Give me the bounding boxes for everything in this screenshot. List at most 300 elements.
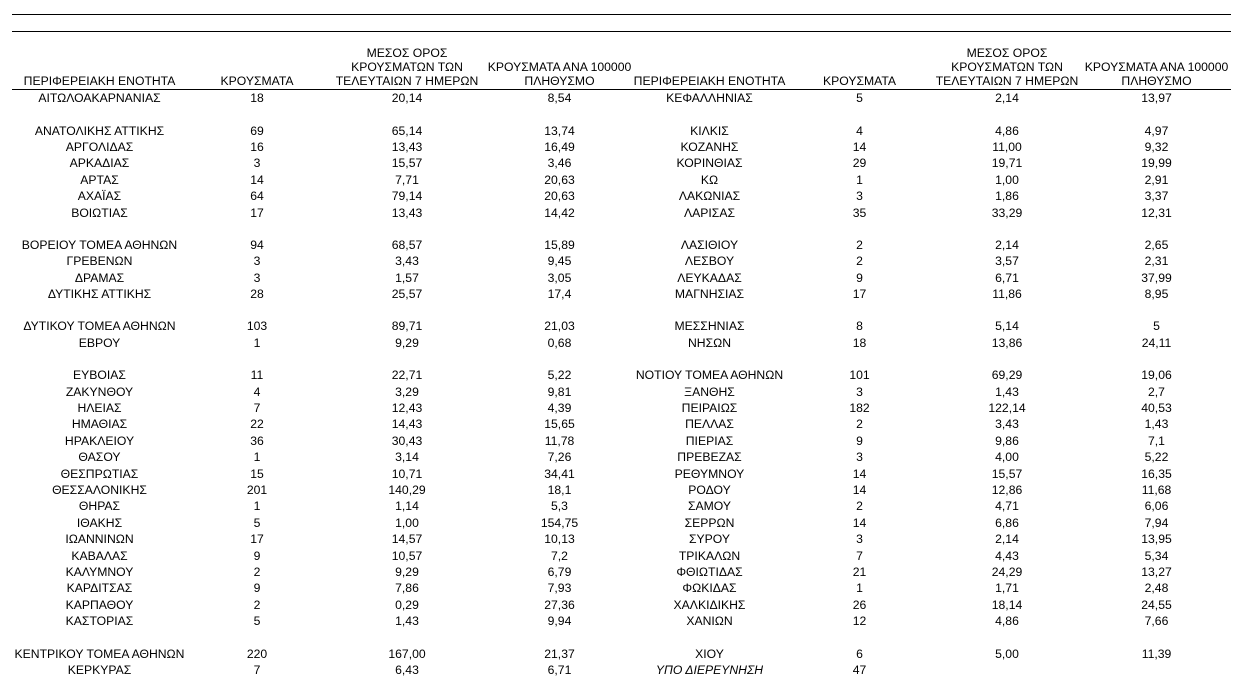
cell-7day-average-2: 15,57 xyxy=(991,466,1023,481)
cell-region-2: ΞΑΝΘΗΣ xyxy=(684,384,735,399)
cell-7day-average xyxy=(327,629,487,645)
cell-7day-average: 9,29 xyxy=(395,564,419,579)
cell-cases: 9 xyxy=(253,581,261,596)
cell-cases-2: 35 xyxy=(852,205,867,220)
table-row xyxy=(12,270,1231,286)
cell-7day-average: 7,71 xyxy=(395,172,419,187)
cell-per-100k-2: 12,31 xyxy=(1141,205,1172,220)
cell-per-100k-2: 8,95 xyxy=(1144,287,1169,302)
cell-7day-average-2: 11,86 xyxy=(992,287,1022,302)
cell-per-100k-2: 3,37 xyxy=(1144,189,1169,204)
cell-7day-average-2: 4,43 xyxy=(995,548,1019,563)
cell-7day-average: 3,29 xyxy=(395,384,419,399)
cell-region: ΚΑΣΤΟΡΙΑΣ xyxy=(65,614,134,629)
cell-region-2: ΧΙΟΥ xyxy=(695,646,724,661)
cell-per-100k: 9,45 xyxy=(547,254,572,269)
cell-7day-average: 89,71 xyxy=(391,319,423,334)
cell-cases-2: 1 xyxy=(856,581,863,596)
cell-7day-average: 1,43 xyxy=(395,614,419,629)
cell-per-100k-2: 19,99 xyxy=(1141,156,1172,171)
cell-region-2: ΛΑΣΙΘΙΟΥ xyxy=(680,237,739,252)
cell-cases: 15 xyxy=(250,466,264,481)
cell-region: ΒΟΙΩΤΙΑΣ xyxy=(71,205,128,220)
cell-7day-average: 1,14 xyxy=(395,499,419,514)
cell-region-2: ΝΗΣΩΝ xyxy=(687,335,732,350)
cell-7day-average: 3,14 xyxy=(395,450,419,465)
cell-7day-average xyxy=(327,302,487,318)
cell-cases xyxy=(187,629,327,645)
cell-per-100k: 17,4 xyxy=(547,287,572,302)
cell-region-2: ΝΟΤΙΟΥ ΤΟΜΕΑ ΑΘΗΝΩΝ xyxy=(635,368,784,383)
cell-region: ΑΝΑΤΟΛΙΚΗΣ ΑΤΤΙΚΗΣ xyxy=(34,123,165,138)
cell-region-2: ΚΟΖΑΝΗΣ xyxy=(680,139,739,154)
cell-region-2: ΥΠΟ ΔΙΕΡΕΥΝΗΣΗ xyxy=(655,662,764,677)
cell-cases: 201 xyxy=(246,483,268,497)
cell-cases: 69 xyxy=(250,123,264,138)
table-row xyxy=(12,318,1231,334)
cell-cases-2: 9 xyxy=(856,270,863,285)
cell-per-100k-2 xyxy=(1082,629,1231,645)
cell-cases-2: 1 xyxy=(856,172,863,187)
cell-cases-2: 9 xyxy=(856,433,863,448)
cell-7day-average-2: 4,86 xyxy=(995,614,1019,629)
cell-cases: 36 xyxy=(250,433,264,448)
cell-per-100k: 0,68 xyxy=(547,335,572,350)
table-row xyxy=(12,122,1231,138)
cell-per-100k: 20,63 xyxy=(544,189,575,204)
cell-per-100k-2: 6,06 xyxy=(1144,499,1169,514)
cell-cases-2: 8 xyxy=(856,319,863,334)
cell-per-100k: 5,3 xyxy=(551,499,568,514)
cell-7day-average: 14,57 xyxy=(391,532,423,547)
cell-7day-average-2: 19,71 xyxy=(991,156,1023,171)
cell-cases xyxy=(187,106,327,122)
cell-cases: 5 xyxy=(253,614,261,629)
cell-7day-average: 0,29 xyxy=(395,597,419,612)
cell-per-100k-2: 24,11 xyxy=(1141,335,1172,350)
cell-region: ΚΑΒΑΛΑΣ xyxy=(71,548,128,563)
col-header-per-100k: ΚΡΟΥΣΜΑΤΑ ΑΝΑ 100000 ΠΛΗΘΥΣΜΟ xyxy=(487,40,632,90)
cell-7day-average-2 xyxy=(932,662,1082,678)
cell-cases: 94 xyxy=(250,237,264,252)
cell-7day-average: 65,14 xyxy=(391,123,423,138)
cell-per-100k: 3,05 xyxy=(547,270,572,285)
cell-cases-2: 182 xyxy=(849,401,870,416)
table-row xyxy=(12,433,1231,449)
cell-7day-average: 167,00 xyxy=(388,646,426,661)
col-header-7day-average-2: ΜΕΣΟΣ ΟΡΟΣ ΚΡΟΥΣΜΑΤΩΝ ΤΩΝ ΤΕΛΕΥΤΑΙΩΝ 7 ΗΜΕΡΩΝ xyxy=(932,40,1082,90)
cell-per-100k: 18,1 xyxy=(547,483,572,497)
cell-region-2: ΛΑΡΙΣΑΣ xyxy=(684,205,735,220)
table-row xyxy=(12,597,1231,613)
cell-per-100k-2: 7,1 xyxy=(1148,433,1165,448)
cell-region-2: ΣΥΡΟΥ xyxy=(688,532,730,547)
cell-7day-average-2: 1,71 xyxy=(995,581,1019,596)
cell-7day-average-2: 11,00 xyxy=(992,139,1022,154)
cell-region: ΚΕΡΚΥΡΑΣ xyxy=(67,662,132,677)
table-row xyxy=(12,629,1231,645)
cell-per-100k-2: 2,91 xyxy=(1144,172,1169,187)
cell-cases-2: 14 xyxy=(852,515,867,530)
cell-cases-2: 12 xyxy=(852,614,867,629)
cell-per-100k-2: 7,66 xyxy=(1144,614,1169,629)
cell-per-100k xyxy=(487,351,632,367)
cell-7day-average-2: 9,86 xyxy=(995,433,1019,448)
cell-region-2: ΛΕΣΒΟΥ xyxy=(684,254,735,269)
cell-cases: 64 xyxy=(250,189,264,204)
cell-cases: 14 xyxy=(250,172,264,187)
cell-region-2: ΠΡΕΒΕΖΑΣ xyxy=(677,450,742,465)
table-row xyxy=(12,613,1231,629)
cell-cases: 22 xyxy=(250,417,264,432)
cell-cases: 1 xyxy=(253,335,261,350)
cell-per-100k xyxy=(487,106,632,122)
cell-per-100k-2: 13,27 xyxy=(1141,564,1172,579)
table-row xyxy=(12,482,1231,498)
table-row xyxy=(12,106,1231,122)
cell-7day-average: 6,43 xyxy=(395,662,419,677)
cell-region-2 xyxy=(632,302,787,318)
cell-per-100k-2: 19,06 xyxy=(1141,368,1172,383)
cell-region: ΑΡΓΟΛΙΔΑΣ xyxy=(65,139,134,154)
cell-per-100k-2 xyxy=(1082,662,1231,678)
cell-cases-2: 2 xyxy=(856,499,863,514)
cell-cases-2: 3 xyxy=(856,384,863,399)
col-header-7day-average: ΜΕΣΟΣ ΟΡΟΣ ΚΡΟΥΣΜΑΤΩΝ ΤΩΝ ΤΕΛΕΥΤΑΙΩΝ 7 ΗΜΕΡΩΝ xyxy=(327,40,487,90)
cell-region: ΑΧΑΪΑΣ xyxy=(77,189,122,204)
table-body xyxy=(12,90,1231,679)
cell-per-100k-2: 2,48 xyxy=(1144,581,1169,596)
cell-region-2: ΤΡΙΚΑΛΩΝ xyxy=(678,548,741,563)
cell-7day-average: 15,57 xyxy=(391,156,423,171)
cell-per-100k-2: 16,35 xyxy=(1141,466,1172,481)
cell-per-100k-2: 5,22 xyxy=(1144,450,1169,465)
cell-cases-2: 2 xyxy=(856,417,863,432)
table-row xyxy=(12,416,1231,432)
cell-7day-average-2: 4,71 xyxy=(995,499,1019,514)
cell-cases: 103 xyxy=(246,319,268,334)
cell-region xyxy=(12,351,187,367)
cell-region-2: ΡΕΘΥΜΝΟΥ xyxy=(674,466,745,481)
cell-cases: 17 xyxy=(250,532,264,547)
cell-region-2: ΠΙΕΡΙΑΣ xyxy=(685,433,734,448)
cell-cases: 7 xyxy=(253,401,261,416)
cell-region: ΗΡΑΚΛΕΙΟΥ xyxy=(64,433,135,448)
cell-7day-average: 79,14 xyxy=(391,189,423,204)
table-row xyxy=(12,139,1231,155)
cell-7day-average-2: 2,14 xyxy=(995,91,1019,106)
cell-7day-average-2: 5,00 xyxy=(995,646,1019,661)
cell-cases xyxy=(187,351,327,367)
table-row xyxy=(12,155,1231,171)
cell-7day-average-2: 2,14 xyxy=(995,532,1019,547)
cell-per-100k-2: 37,99 xyxy=(1141,270,1172,285)
cell-cases: 9 xyxy=(253,548,261,563)
cell-7day-average: 13,43 xyxy=(391,139,423,154)
table-row xyxy=(12,172,1231,188)
cell-7day-average: 30,43 xyxy=(391,433,423,448)
cell-region-2: ΣΕΡΡΩΝ xyxy=(684,515,735,530)
cell-7day-average-2 xyxy=(932,351,1082,367)
cell-7day-average: 22,71 xyxy=(391,368,423,383)
cell-cases-2 xyxy=(787,351,932,367)
cell-cases: 4 xyxy=(253,384,261,399)
cell-7day-average: 9,29 xyxy=(395,335,419,350)
cell-region: ΒΟΡΕΙΟΥ ΤΟΜΕΑ ΑΘΗΝΩΝ xyxy=(21,237,178,252)
cell-cases-2: 6 xyxy=(856,646,863,661)
cell-cases-2: 7 xyxy=(856,548,863,563)
cell-7day-average: 140,29 xyxy=(388,483,426,497)
cell-7day-average-2 xyxy=(932,106,1082,122)
cell-cases: 11 xyxy=(250,368,264,383)
cell-per-100k-2: 13,97 xyxy=(1141,91,1172,106)
table-row xyxy=(12,383,1231,399)
cell-region-2 xyxy=(632,629,787,645)
cell-7day-average-2: 1,86 xyxy=(995,189,1019,204)
table-row xyxy=(12,547,1231,563)
table-row xyxy=(12,580,1231,596)
table-row xyxy=(12,253,1231,269)
cell-cases-2: 101 xyxy=(849,368,870,383)
cell-cases-2: 14 xyxy=(852,139,867,154)
cell-per-100k-2: 13,95 xyxy=(1141,532,1172,547)
table-row xyxy=(12,662,1231,678)
cell-7day-average-2: 6,86 xyxy=(995,515,1019,530)
cell-cases-2: 4 xyxy=(856,123,863,138)
cell-7day-average-2: 13,86 xyxy=(991,335,1023,350)
cell-cases-2: 3 xyxy=(856,532,863,547)
cell-7day-average-2 xyxy=(932,302,1082,318)
cell-7day-average: 3,43 xyxy=(395,254,419,269)
cell-cases-2 xyxy=(787,106,932,122)
cell-region-2: ΦΩΚΙΔΑΣ xyxy=(682,581,737,596)
cell-region-2: ΣΑΜΟΥ xyxy=(687,499,732,514)
cell-cases-2 xyxy=(787,629,932,645)
cell-region-2: ΚΕΦΑΛΛΗΝΙΑΣ xyxy=(666,91,753,106)
cell-region: ΑΡΚΑΔΙΑΣ xyxy=(69,156,130,171)
table-row xyxy=(12,204,1231,220)
cell-region xyxy=(12,302,187,318)
cell-per-100k: 4,39 xyxy=(547,401,572,416)
cell-region-2: ΚΟΡΙΝΘΙΑΣ xyxy=(676,156,743,171)
cell-region: ΓΡΕΒΕΝΩΝ xyxy=(66,254,133,269)
cell-region-2: ΜΕΣΣΗΝΙΑΣ xyxy=(674,319,745,334)
cell-per-100k xyxy=(487,629,632,645)
cell-cases-2: 5 xyxy=(856,91,863,106)
cell-per-100k: 13,74 xyxy=(544,123,575,138)
cell-cases: 17 xyxy=(250,205,264,220)
cell-cases: 3 xyxy=(253,254,261,269)
cell-cases-2: 17 xyxy=(852,287,867,302)
cell-region: ΚΕΝΤΡΙΚΟΥ ΤΟΜΕΑ ΑΘΗΝΩΝ xyxy=(14,646,185,661)
cell-per-100k: 6,79 xyxy=(547,564,572,579)
cell-per-100k-2: 1,43 xyxy=(1144,417,1169,432)
cell-region-2 xyxy=(632,106,787,122)
table-row xyxy=(12,367,1231,383)
cell-region: ΘΕΣΣΑΛΟΝΙΚΗΣ xyxy=(52,483,147,497)
cell-7day-average: 14,43 xyxy=(391,417,423,432)
cell-per-100k-2: 4,97 xyxy=(1144,123,1169,138)
table-row xyxy=(12,302,1231,318)
cell-per-100k: 8,54 xyxy=(547,91,572,106)
cell-region: ΑΙΤΩΛΟΑΚΑΡΝΑΝΙΑΣ xyxy=(38,91,161,106)
cell-7day-average-2: 1,00 xyxy=(995,172,1019,187)
cell-7day-average: 10,71 xyxy=(391,466,423,481)
cell-7day-average-2: 12,86 xyxy=(991,483,1023,497)
cell-per-100k: 15,89 xyxy=(544,237,575,252)
top-rule xyxy=(12,14,1231,15)
cell-per-100k-2: 5,34 xyxy=(1144,548,1169,563)
cell-7day-average-2: 3,57 xyxy=(995,254,1019,269)
cell-per-100k: 6,71 xyxy=(547,662,572,677)
cell-region-2: ΠΕΙΡΑΙΩΣ xyxy=(681,401,738,416)
table-row xyxy=(12,400,1231,416)
cell-7day-average: 12,43 xyxy=(391,401,423,416)
cell-per-100k: 7,2 xyxy=(551,548,568,563)
cell-cases: 16 xyxy=(250,139,264,154)
cell-region-2: ΛΕΥΚΑΔΑΣ xyxy=(677,270,742,285)
cell-7day-average: 1,57 xyxy=(395,270,419,285)
cell-cases-2 xyxy=(787,302,932,318)
cell-7day-average: 13,43 xyxy=(391,205,423,220)
cell-per-100k-2: 2,31 xyxy=(1144,254,1169,269)
cell-region xyxy=(12,106,187,122)
cell-per-100k: 5,22 xyxy=(547,368,572,383)
cell-7day-average-2: 2,14 xyxy=(995,237,1019,252)
cell-region-2: ΛΑΚΩΝΙΑΣ xyxy=(678,189,741,204)
cell-region: ΔΡΑΜΑΣ xyxy=(74,270,125,285)
table-row xyxy=(12,515,1231,531)
cell-cases xyxy=(187,302,327,318)
cell-region: ΖΑΚΥΝΘΟΥ xyxy=(65,384,134,399)
cell-region-2: ΧΑΛΚΙΔΙΚΗΣ xyxy=(673,597,746,612)
cell-7day-average xyxy=(327,351,487,367)
cell-per-100k-2: 11,39 xyxy=(1141,646,1172,661)
cell-cases: 3 xyxy=(253,270,261,285)
cell-region-2: ΜΑΓΝΗΣΙΑΣ xyxy=(674,287,745,302)
cell-per-100k: 15,65 xyxy=(544,417,575,432)
cell-region-2: ΦΘΙΩΤΙΔΑΣ xyxy=(676,564,743,579)
cell-cases: 2 xyxy=(253,597,261,612)
cell-per-100k: 10,13 xyxy=(544,532,575,547)
cell-per-100k: 14,42 xyxy=(544,205,575,220)
cell-region: ΔΥΤΙΚΗΣ ΑΤΤΙΚΗΣ xyxy=(47,287,152,302)
cell-region-2: ΧΑΝΙΩΝ xyxy=(686,614,733,629)
col-header-cases: ΚΡΟΥΣΜΑΤΑ xyxy=(187,40,327,90)
cell-region: ΑΡΤΑΣ xyxy=(80,172,119,187)
cell-cases: 28 xyxy=(250,287,264,302)
cell-7day-average: 1,00 xyxy=(395,515,419,530)
cell-per-100k-2: 2,7 xyxy=(1148,384,1165,399)
cell-per-100k: 21,37 xyxy=(544,646,575,661)
cell-cases: 220 xyxy=(246,646,268,661)
cell-region-2: ΡΟΔΟΥ xyxy=(688,483,731,497)
cell-7day-average-2: 6,71 xyxy=(995,270,1019,285)
header-row xyxy=(12,40,1231,90)
cell-region: ΚΑΛΥΜΝΟΥ xyxy=(65,564,134,579)
cell-cases: 3 xyxy=(253,156,261,171)
cell-per-100k xyxy=(487,221,632,237)
cell-region: ΗΛΕΙΑΣ xyxy=(77,401,122,416)
cell-region-2: ΠΕΛΛΑΣ xyxy=(685,417,734,432)
cell-7day-average-2: 18,14 xyxy=(991,597,1023,612)
cell-per-100k-2 xyxy=(1082,302,1231,318)
table-row xyxy=(12,465,1231,481)
table-row xyxy=(12,564,1231,580)
cell-region: ΚΑΡΔΙΤΣΑΣ xyxy=(66,581,133,596)
cell-7day-average: 25,57 xyxy=(391,287,423,302)
cell-per-100k-2 xyxy=(1082,351,1231,367)
cell-cases: 2 xyxy=(253,564,261,579)
table-row xyxy=(12,90,1231,107)
cell-region-2: ΚΩ xyxy=(700,172,719,187)
cell-per-100k-2 xyxy=(1082,221,1231,237)
cases-table xyxy=(12,40,1231,678)
cell-7day-average-2: 3,43 xyxy=(995,417,1019,432)
cell-region: ΕΒΡΟΥ xyxy=(78,335,121,350)
cell-region: ΕΥΒΟΙΑΣ xyxy=(73,368,126,383)
cell-per-100k-2: 11,68 xyxy=(1141,483,1172,497)
cell-cases-2: 21 xyxy=(852,564,867,579)
cell-per-100k-2: 24,55 xyxy=(1141,597,1172,612)
cell-7day-average xyxy=(327,106,487,122)
cell-region: ΘΑΣΟΥ xyxy=(78,450,121,465)
cell-per-100k-2: 5 xyxy=(1153,319,1160,334)
cell-region: ΔΥΤΙΚΟΥ ΤΟΜΕΑ ΑΘΗΝΩΝ xyxy=(23,319,176,334)
cell-cases: 1 xyxy=(253,450,261,465)
cell-region: ΙΩΑΝΝΙΝΩΝ xyxy=(65,532,134,547)
table-row xyxy=(12,645,1231,661)
cell-per-100k-2 xyxy=(1082,106,1231,122)
cell-per-100k: 7,93 xyxy=(547,581,572,596)
cell-7day-average-2: 24,29 xyxy=(991,564,1023,579)
cell-region: ΘΕΣΠΡΩΤΙΑΣ xyxy=(60,466,139,481)
cell-region: ΘΗΡΑΣ xyxy=(78,499,121,514)
cell-cases: 1 xyxy=(253,499,261,514)
cell-cases-2: 3 xyxy=(856,189,863,204)
cell-cases-2: 47 xyxy=(852,662,867,677)
cell-per-100k xyxy=(487,302,632,318)
cell-7day-average-2: 33,29 xyxy=(991,205,1023,220)
cell-per-100k: 20,63 xyxy=(544,172,575,187)
cell-cases: 7 xyxy=(253,662,261,677)
cell-7day-average-2: 4,86 xyxy=(995,123,1019,138)
cell-7day-average: 7,86 xyxy=(395,581,419,596)
cell-per-100k: 7,26 xyxy=(547,450,572,465)
col-header-per-100k-2: ΚΡΟΥΣΜΑΤΑ ΑΝΑ 100000 ΠΛΗΘΥΣΜΟ xyxy=(1082,40,1231,90)
col-header-region-2: ΠΕΡΙΦΕΡΕΙΑΚΗ ΕΝΟΤΗΤΑ xyxy=(632,40,787,90)
cell-per-100k: 16,49 xyxy=(544,139,575,154)
cell-7day-average: 68,57 xyxy=(391,237,423,252)
cell-7day-average-2: 4,00 xyxy=(995,450,1019,465)
table-row xyxy=(12,237,1231,253)
col-header-region: ΠΕΡΙΦΕΡΕΙΑΚΗ ΕΝΟΤΗΤΑ xyxy=(12,40,187,90)
cell-per-100k-2: 2,65 xyxy=(1144,237,1169,252)
cell-cases-2: 14 xyxy=(852,466,867,481)
cell-7day-average-2 xyxy=(932,221,1082,237)
table-row xyxy=(12,221,1231,237)
cell-cases xyxy=(187,221,327,237)
cell-cases-2: 2 xyxy=(856,254,863,269)
cell-per-100k: 11,78 xyxy=(544,433,575,448)
cell-7day-average-2: 122,14 xyxy=(988,401,1026,416)
header-top-rule xyxy=(12,31,1231,32)
col-header-cases-2: ΚΡΟΥΣΜΑΤΑ xyxy=(787,40,932,90)
cell-cases-2: 2 xyxy=(856,237,863,252)
cell-region: ΚΑΡΠΑΘΟΥ xyxy=(65,597,134,612)
cell-cases-2 xyxy=(787,221,932,237)
cell-cases-2: 29 xyxy=(852,156,867,171)
